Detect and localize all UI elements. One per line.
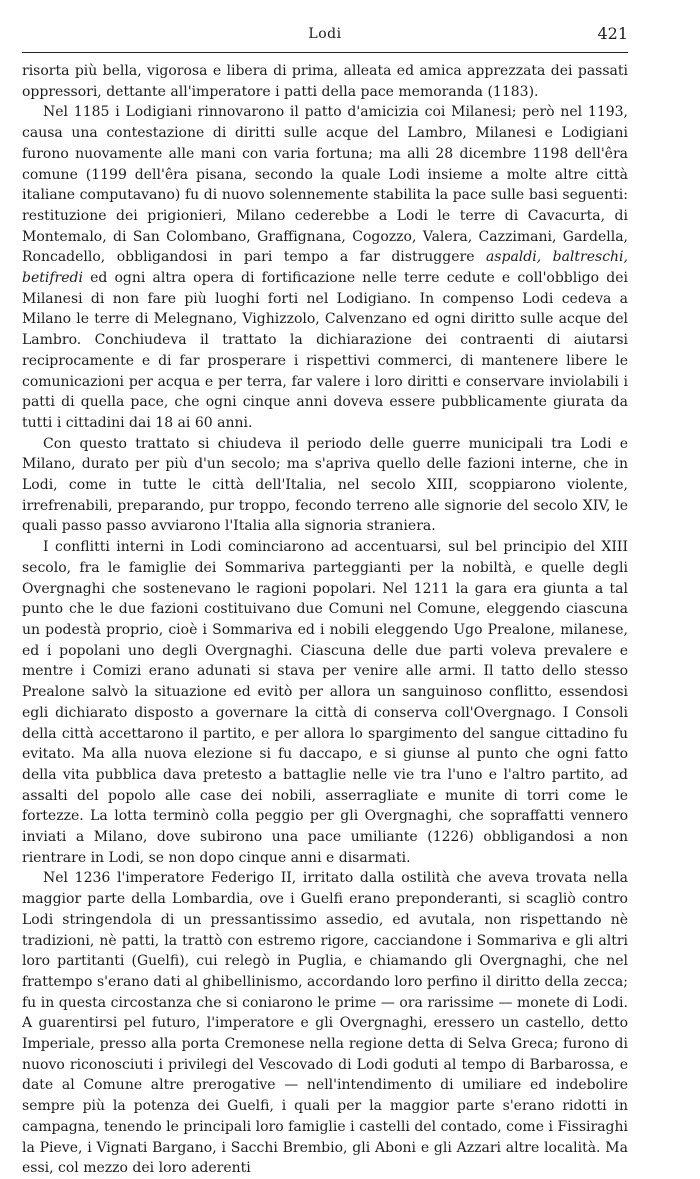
page-number: 421 bbox=[597, 24, 628, 43]
paragraph bbox=[22, 537, 628, 868]
paragraph bbox=[22, 868, 628, 1179]
italic-terms: aspaldi, baltreschi, betifredi bbox=[22, 249, 628, 287]
running-title: Lodi bbox=[308, 26, 342, 42]
header-rule bbox=[22, 52, 628, 53]
paragraph-text: risorta più bella, vigorosa e libera di prima, alleata ed amica apprezzata dei passati oppressori, dettante all'imperatore i patti della pace memoranda (1183). bbox=[22, 63, 628, 100]
paragraph-text: Nel 1236 l'imperatore Federigo II, irritato dalla ostilità che aveva trovata nella maggior parte della Lombardia, ove i Guelfi erano preponderanti, si scagliò contro Lodi stringendola di un pressantissimo assedio, ed avutala, non rispettando nè tradizioni, nè patti, la trattò con estremo rigore, cacciandone i Sommariva e gli altri loro partitanti (Guelfi), cui relegò in Puglia, e chiamando gli Overgnaghi, che nel frattempo s'erano dati al ghibellinismo, accordando loro perfino il diritto della zecca; fu in questa circostanza che si coniarono le prime — ora rarissime — monete di Lodi. A guarentirsi pel futuro, l'imperatore e gli Overgnaghi, eressero un castello, detto Imperiale, presso alla porta Cremonese nella regione detta di Selva Greca; furono di nuovo riconosciuti i privilegi del Vescovado di Lodi goduti al tempo di Barbarossa, e date al Comune altre prerogative — nell'intendimento di umiliare ed indebolire sempre più la potenza dei Guelfi, i quali per la maggior parte s'erano ridotti in campagna, tenendo le principali loro famiglie i castelli del contado, come i Fissiraghi la Pieve, i Vignati Bargano, i Sacchi Brembio, gli Aboni e gli Azzari altre località. Ma essi, col mezzo dei loro aderenti bbox=[22, 870, 628, 1177]
book-page bbox=[22, 14, 628, 1179]
paragraph-text: ed ogni altra opera di fortificazione nelle terre cedute e coll'obbligo dei Milanesi di non fare più luoghi forti nel Lodigiano. In compenso Lodi cedeva a Milano le terre di Melegnano, Vighizzolo, Calvenzano ed ogni diritto sulle acque del Lambro. Conchiudeva il trattato la dichiarazione dei contraenti di aiutarsi reciprocamente e di far prosperare i rispettivi commerci, di mantenere libere le comunicazioni per acqua e per terra, far valere i loro diritti e conservare inviolabili i patti di quella pace, che ogni cinque anni doveva essere pubblicamente giurata da tutti i cittadini dai 18 ai 60 anni. bbox=[22, 270, 628, 431]
page-header bbox=[22, 14, 628, 48]
paragraph bbox=[22, 61, 628, 102]
paragraph bbox=[22, 102, 628, 433]
body-text bbox=[22, 61, 628, 1179]
paragraph bbox=[22, 434, 628, 538]
paragraph-text: Nel 1185 i Lodigiani rinnovarono il patto d'amicizia coi Milanesi; però nel 1193, causa una contestazione di diritti sulle acque del Lambro, Milanesi e Lodigiani furono nuovamente alle mani con varia fortuna; ma alli 28 dicembre 1198 dell'êra comune (1199 dell'êra pisana, secondo la quale Lodi insieme a molte altre città italiane computavano) fu di nuovo solennemente stabilita la pace sulle basi seguenti: restituzione dei prigionieri, Milano cederebbe a Lodi le terre di Cavacurta, di Montemalo, di San Colombano, Graffignana, Cogozzo, Valera, Cazzimani, Gardella, Roncadello, obbligandosi in pari tempo a far distruggere bbox=[22, 104, 628, 266]
paragraph-text: I conflitti interni in Lodi cominciarono ad accentuarsi, sul bel principio del XIII secolo, fra le famiglie dei Sommariva parteggianti per la nobiltà, e quelle degli Overgnaghi che sostenevano le ragioni popolari. Nel 1211 la gara era giunta a tal punto che le due fazioni costituivano due Comuni nel Comune, eleggendo ciascuna un podestà proprio, cioè i Sommariva ed i nobili eleggendo Ugo Prealone, milanese, ed i popolani uno degli Overgnaghi. Ciascuna delle due parti voleva prevalere e mentre i Comizi erano adunati si stava per venire alle armi. Il tatto dello stesso Prealone salvò la situazione ed evitò per allora un sanguinoso conflitto, essendosi egli dichiarato disposto a governare la città di conserva coll'Overgnago. I Consoli della città accettarono il partito, e per allora lo spargimento del sangue cittadino fu evitato. Ma alla nuova elezione si fu daccapo, e si giunse al punto che ogni fatto della vita pubblica dava pretesto a battaglie nelle vie tra l'uno e l'altro partito, ad assalti del popolo alle case dei nobili, asserragliate e munite di torri come le fortezze. La lotta terminò colla peggio per gli Overgnaghi, che sopraffatti vennero inviati a Milano, dove subirono una pace umiliante (1226) obbligandosi a non rientrare in Lodi, se non dopo cinque anni e disarmati. bbox=[22, 539, 628, 866]
paragraph-text: Con questo trattato si chiudeva il periodo delle guerre municipali tra Lodi e Milano, durato per più d'un secolo; ma s'apriva quello delle fazioni interne, che in Lodi, come in tutte le città dell'Italia, nel secolo XIII, scoppiarono violente, irrefrenabili, preparando, pur troppo, fecondo terreno alle signorie del secolo XIV, le quali passo passo avviarono l'Italia alla signoria straniera. bbox=[22, 435, 628, 535]
